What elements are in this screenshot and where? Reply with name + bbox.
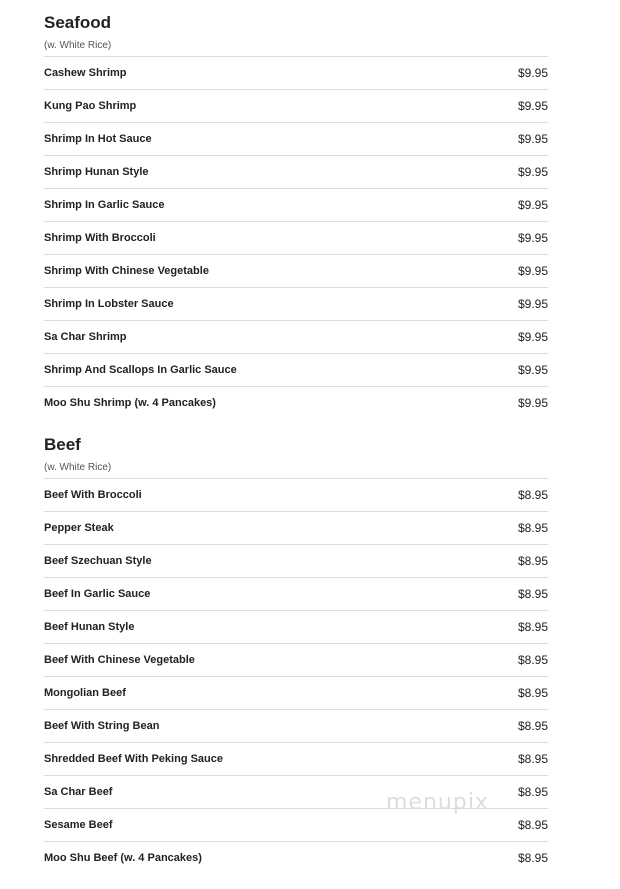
- menu-item-row[interactable]: [44, 56, 548, 89]
- menu-item-name: Kung Pao Shrimp: [44, 100, 137, 112]
- menu-item-name: Beef Szechuan Style: [44, 555, 152, 567]
- menu-item-name: Sa Char Beef: [44, 786, 113, 798]
- menu-item-name: Shredded Beef With Peking Sauce: [44, 753, 223, 765]
- menu-item-price: $8.95: [517, 554, 548, 568]
- menu-item-price: $8.95: [517, 521, 548, 535]
- menu-item-price: $8.95: [517, 818, 548, 832]
- menu-item-name: Cashew Shrimp: [44, 67, 127, 79]
- menu-item-name: Sa Char Shrimp: [44, 331, 127, 343]
- section-title: Beef: [44, 435, 81, 454]
- menu-item-name: Sesame Beef: [44, 819, 113, 831]
- menu-item-name: Beef Hunan Style: [44, 621, 135, 633]
- menu-item-row[interactable]: [44, 89, 548, 122]
- menu-item-price: $8.95: [517, 851, 548, 865]
- menu-item-price: $8.95: [517, 488, 548, 502]
- menu-item-name: Shrimp In Hot Sauce: [44, 133, 152, 145]
- menu-item-price: $8.95: [517, 719, 548, 733]
- menu-item-price: $8.95: [517, 785, 548, 799]
- menu-item-price: $8.95: [517, 587, 548, 601]
- menu-item-name: Shrimp In Garlic Sauce: [44, 199, 165, 211]
- menu-item-row[interactable]: [44, 254, 548, 287]
- menu-item-row[interactable]: [44, 122, 548, 155]
- menu-item-name: Shrimp With Broccoli: [44, 232, 156, 244]
- menu-section-seafood: [44, 12, 548, 419]
- section-subtitle: (w. White Rice): [44, 462, 112, 473]
- menu-item-name: Shrimp With Chinese Vegetable: [44, 265, 209, 277]
- menu-item-price: $8.95: [517, 620, 548, 634]
- menu-item-price: $9.95: [517, 231, 548, 245]
- menu-item-row[interactable]: [44, 742, 548, 775]
- menu-item-row[interactable]: [44, 610, 548, 643]
- menu-item-row[interactable]: [44, 386, 548, 419]
- menu-item-price: $8.95: [517, 686, 548, 700]
- menu-item-price: $9.95: [517, 99, 548, 113]
- menu-item-row[interactable]: [44, 221, 548, 254]
- menu-item-name: Moo Shu Beef (w. 4 Pancakes): [44, 852, 202, 864]
- menu-item-price: $8.95: [517, 653, 548, 667]
- menu-item-price: $9.95: [517, 198, 548, 212]
- menu-item-row[interactable]: [44, 287, 548, 320]
- menu-item-row[interactable]: [44, 676, 548, 709]
- menu-item-name: Pepper Steak: [44, 522, 114, 534]
- menu-item-row[interactable]: [44, 320, 548, 353]
- menu-item-name: Shrimp In Lobster Sauce: [44, 298, 174, 310]
- watermark-logo: menupix: [386, 790, 489, 815]
- section-subtitle: (w. White Rice): [44, 40, 112, 51]
- menu-item-name: Shrimp Hunan Style: [44, 166, 149, 178]
- menu-item-row[interactable]: [44, 709, 548, 742]
- menu-item-price: $9.95: [517, 165, 548, 179]
- menu-item-price: $9.95: [517, 396, 548, 410]
- menu-item-row[interactable]: [44, 841, 548, 874]
- menu-item-name: Moo Shu Shrimp (w. 4 Pancakes): [44, 397, 216, 409]
- menu-item-name: Beef With Broccoli: [44, 489, 142, 501]
- menu-item-price: $9.95: [517, 132, 548, 146]
- menu-item-price: $9.95: [517, 297, 548, 311]
- menu-item-name: Shrimp And Scallops In Garlic Sauce: [44, 364, 237, 376]
- menu-item-row[interactable]: [44, 188, 548, 221]
- menu-item-price: $9.95: [517, 363, 548, 377]
- menu-item-row[interactable]: [44, 544, 548, 577]
- menu-item-row[interactable]: [44, 353, 548, 386]
- menu-item-price: $9.95: [517, 264, 548, 278]
- menu-item-name: Beef With Chinese Vegetable: [44, 654, 195, 666]
- menu-item-row[interactable]: [44, 577, 548, 610]
- menu-item-row[interactable]: [44, 478, 548, 511]
- menu-item-row[interactable]: [44, 643, 548, 676]
- menu-item-price: $8.95: [517, 752, 548, 766]
- menu-item-list: [44, 56, 548, 419]
- menu-item-name: Beef In Garlic Sauce: [44, 588, 151, 600]
- menu-item-row[interactable]: [44, 155, 548, 188]
- menu-item-price: $9.95: [517, 66, 548, 80]
- menu-item-name: Mongolian Beef: [44, 687, 126, 699]
- section-title: Seafood: [44, 13, 112, 32]
- menu-item-name: Beef With String Bean: [44, 720, 160, 732]
- menu-item-row[interactable]: [44, 511, 548, 544]
- menu-item-price: $9.95: [517, 330, 548, 344]
